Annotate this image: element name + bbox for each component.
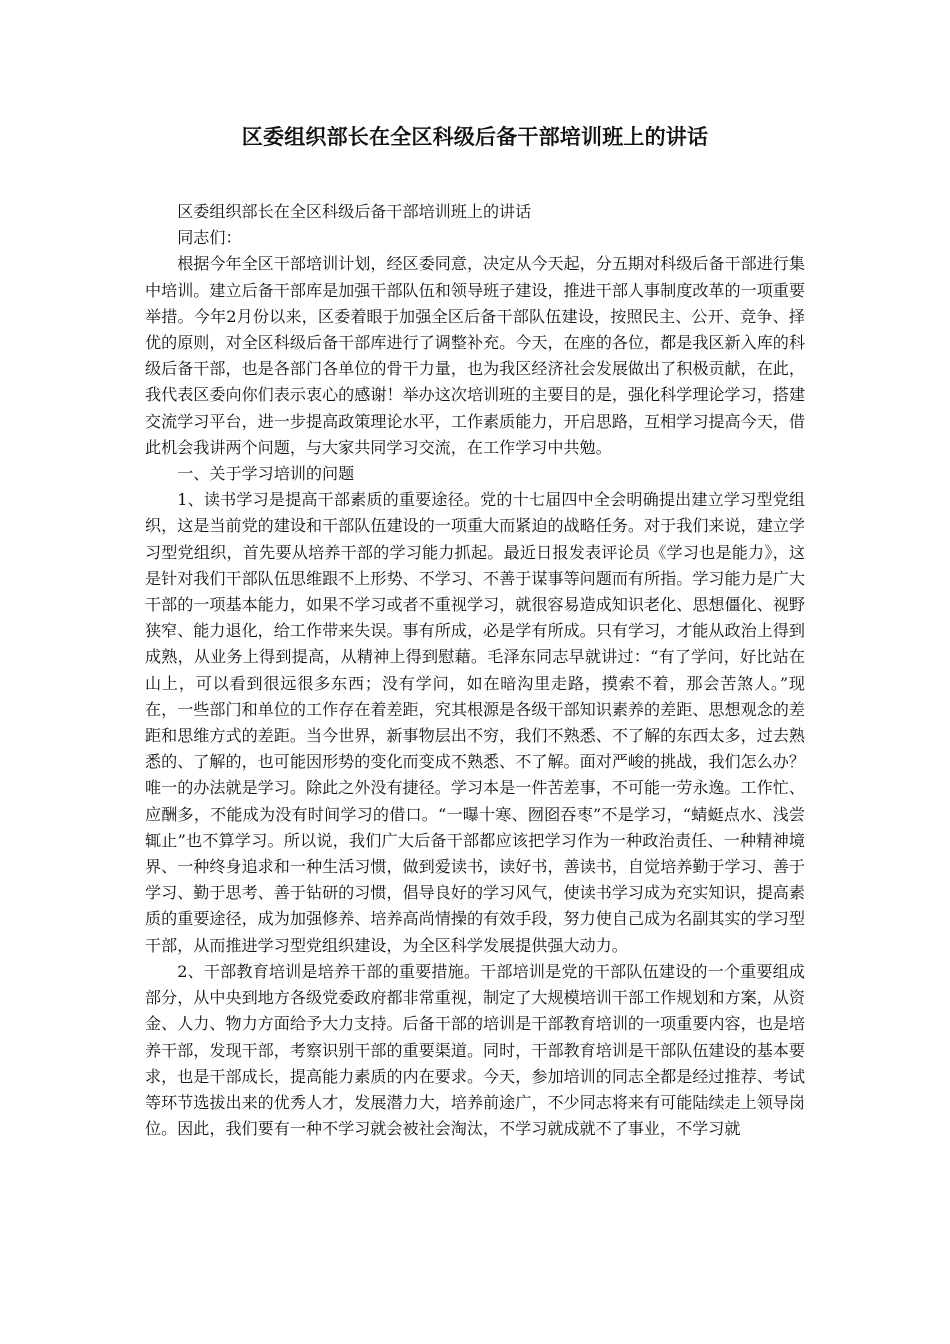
salutation: 同志们：	[177, 228, 242, 248]
paragraph-reading-study: 1、读书学习是提高干部素质的重要途径。党的十七届四中全会明确提出建立学习型党组织，这是当前党的建设和干部队伍建设的一项重大而紧迫的战略任务。对于我们来说，建立学习型党组织，首先要从培养干部的学习能力抓起。最近日报发表评论员《学习也是能力》，这是针对我们干部队伍思维跟不上形势、不学习、不善于谋事等问题而有所指。学习能力是广大干部的一项基本能力，如果不学习或者不重视学习，就很容易造成知识老化、思想僵化、视野狭窄、能力退化，给工作带来失误。事有所成，必是学有所成。只有学习，才能从政治上得到成熟，从业务上得到提高，从精神上得到慰藉。毛泽东同志早就讲过：“有了学问，好比站在山上，可以看到很远很多东西；没有学问，如在暗沟里走路，摸索不着，那会苦煞人。”现在，一些部门和单位的工作存在着差距，究其根源是各级干部知识素养的差距、思想观念的差距和思维方式的差距。当今世界，新事物层出不穷，我们不熟悉、不了解的东西太多，过去熟悉的、了解的，也可能因形势的变化而变成不熟悉、不了解。面对严峻的挑战，我们怎么办？唯一的办法就是学习。除此之外没有捷径。学习本是一件苦差事，不可能一劳永逸。工作忙、应酬多，不能成为没有时间学习的借口。“一曝十寒、囫囵吞枣”不是学习，“蜻蜓点水、浅尝辄止”也不算学习。所以说，我们广大后备干部都应该把学习作为一种政治责任、一种精神境界、一种终身追求和一种生活习惯，做到爱读书，读好书，善读书，自觉培养勤于学习、善于学习、勤于思考、善于钻研的习惯，倡导良好的学习风气，使读书学习成为充实知识，提高素质的重要途径，成为加强修养、培养高尚情操的有效手段，努力使自己成为名副其实的学习型干部，从而推进学习型党组织建设，为全区科学发展提供强大动力。	[145, 490, 805, 955]
paragraph-intro: 根据今年全区干部培训计划，经区委同意，决定从今天起，分五期对科级后备干部进行集中培训。建立后备干部库是加强干部队伍和领导班子建设，推进干部人事制度改革的一项重要举措。今年2月份以来，区委着眼于加强全区后备干部队伍建设，按照民主、公开、竞争、择优的原则，对全区科级后备干部库进行了调整补充。今天，在座的各位，都是我区新入库的科级后备干部，也是各部门各单位的骨干力量，也为我区经济社会发展做出了积极贡献，在此，我代表区委向你们表示衷心的感谢！举办这次培训班的主要目的是，强化科学理论学习，搭建交流学习平台，进一步提高政策理论水平，工作素质能力，开启思路，互相学习提高今天，借此机会我讲两个问题，与大家共同学习交流，在工作学习中共勉。	[145, 254, 805, 457]
section-heading: 一、关于学习培训的问题	[177, 464, 355, 484]
document-title: 区委组织部长在全区科级后备干部培训班上的讲话	[241, 125, 709, 149]
document-body	[145, 199, 805, 1142]
paragraph-cadre-training: 2、干部教育培训是培养干部的重要措施。干部培训是党的干部队伍建设的一个重要组成部分，从中央到地方各级党委政府都非常重视，制定了大规模培训干部工作规划和方案，从资金、人力、物力方面给予大力支持。后备干部的培训是干部教育培训的一项重要内容，也是培养干部，发现干部，考察识别干部的重要渠道。同时，干部教育培训是干部队伍建设的基本要求，也是干部成长，提高能力素质的内在要求。今天，参加培训的同志全都是经过推荐、考试等环节选拔出来的优秀人才，发展潜力大，培养前途广，不少同志将来有可能陆续走上领导岗位。因此，我们要有一种不学习就会被社会淘汰，不学习就成就不了事业，不学习就	[145, 961, 805, 1139]
body-heading-line: 区委组织部长在全区科级后备干部培训班上的讲话	[177, 202, 532, 221]
